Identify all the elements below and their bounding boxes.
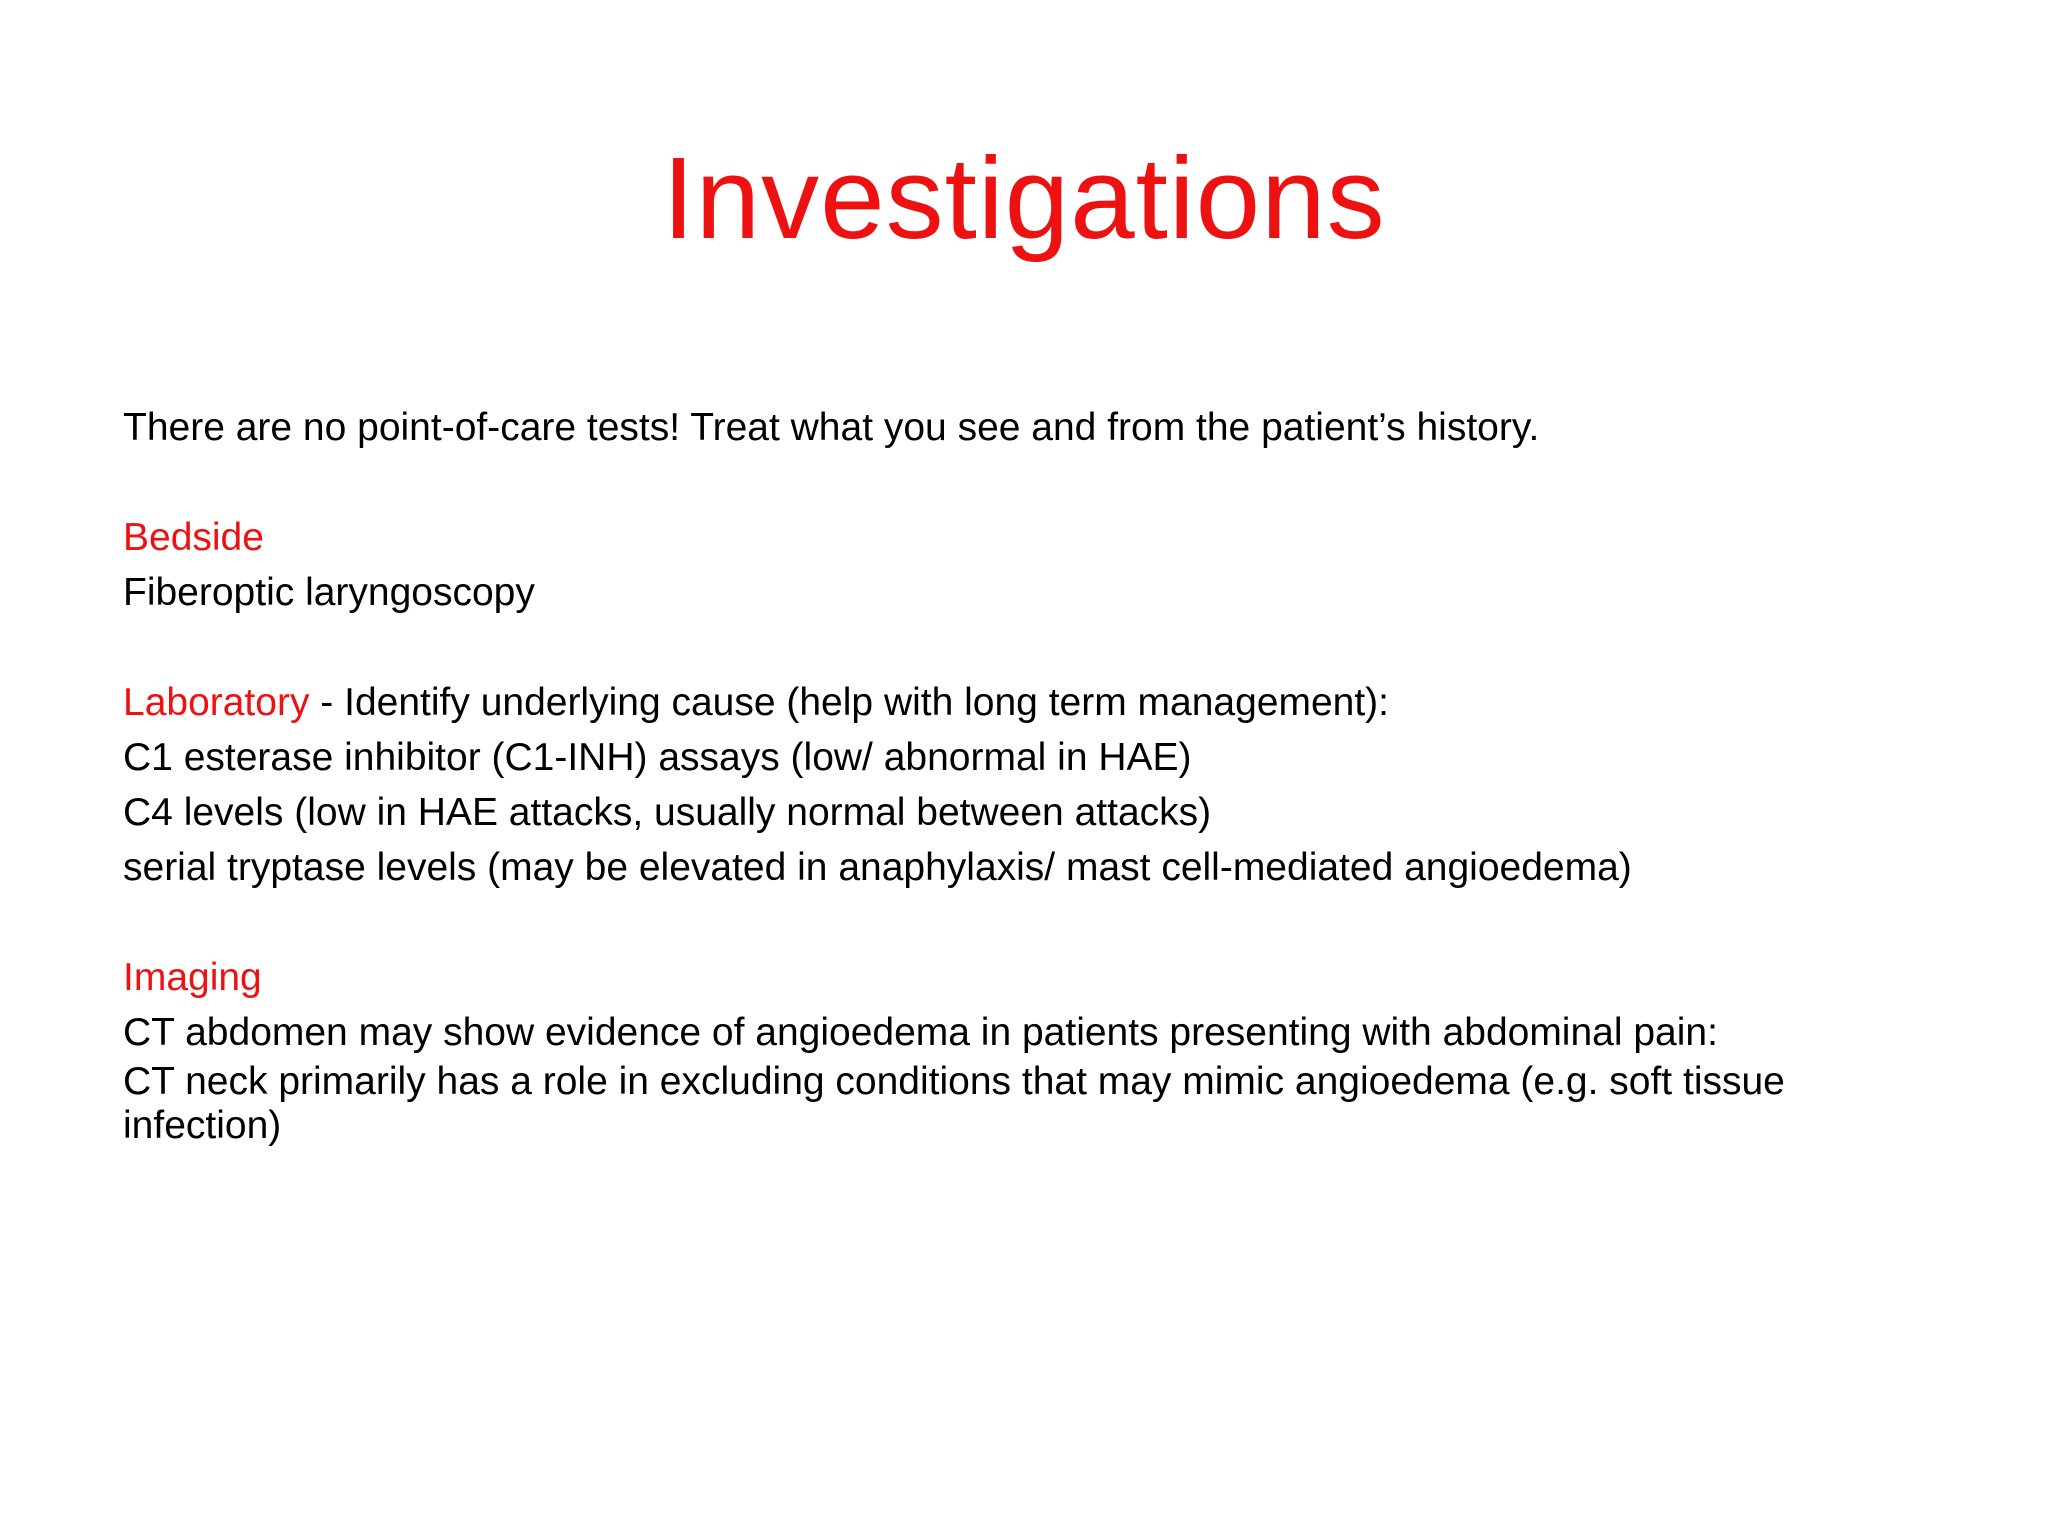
spacer — [123, 455, 1943, 510]
laboratory-item: C4 levels (low in HAE attacks, usually normal between attacks) — [123, 791, 1212, 834]
imaging-item: CT abdomen may show evidence of angioedema in patients presenting with abdominal pain: — [123, 1011, 1718, 1054]
slide-title: Investigations — [662, 133, 1386, 263]
imaging-heading: Imaging — [123, 956, 262, 999]
imaging-item: CT neck primarily has a role in excluding conditions that may mimic angioedema (e.g. soft tissue infection) — [123, 1060, 1785, 1147]
laboratory-heading-line — [123, 675, 1943, 730]
intro-text: There are no point-of-care tests! Treat what you see and from the patient’s history. — [123, 406, 1540, 449]
bedside-item: Fiberoptic laryngoscopy — [123, 571, 535, 614]
slide-body — [123, 400, 1943, 1148]
spacer — [123, 895, 1943, 950]
laboratory-item: C1 esterase inhibitor (C1-INH) assays (low/ abnormal in HAE) — [123, 736, 1192, 779]
laboratory-item: serial tryptase levels (may be elevated in anaphylaxis/ mast cell-mediated angioedema) — [123, 846, 1632, 889]
bedside-heading: Bedside — [123, 516, 264, 559]
spacer — [123, 620, 1943, 675]
laboratory-heading: Laboratory — [123, 681, 310, 724]
laboratory-heading-suffix: - Identify underlying cause (help with long term management): — [309, 681, 1389, 724]
